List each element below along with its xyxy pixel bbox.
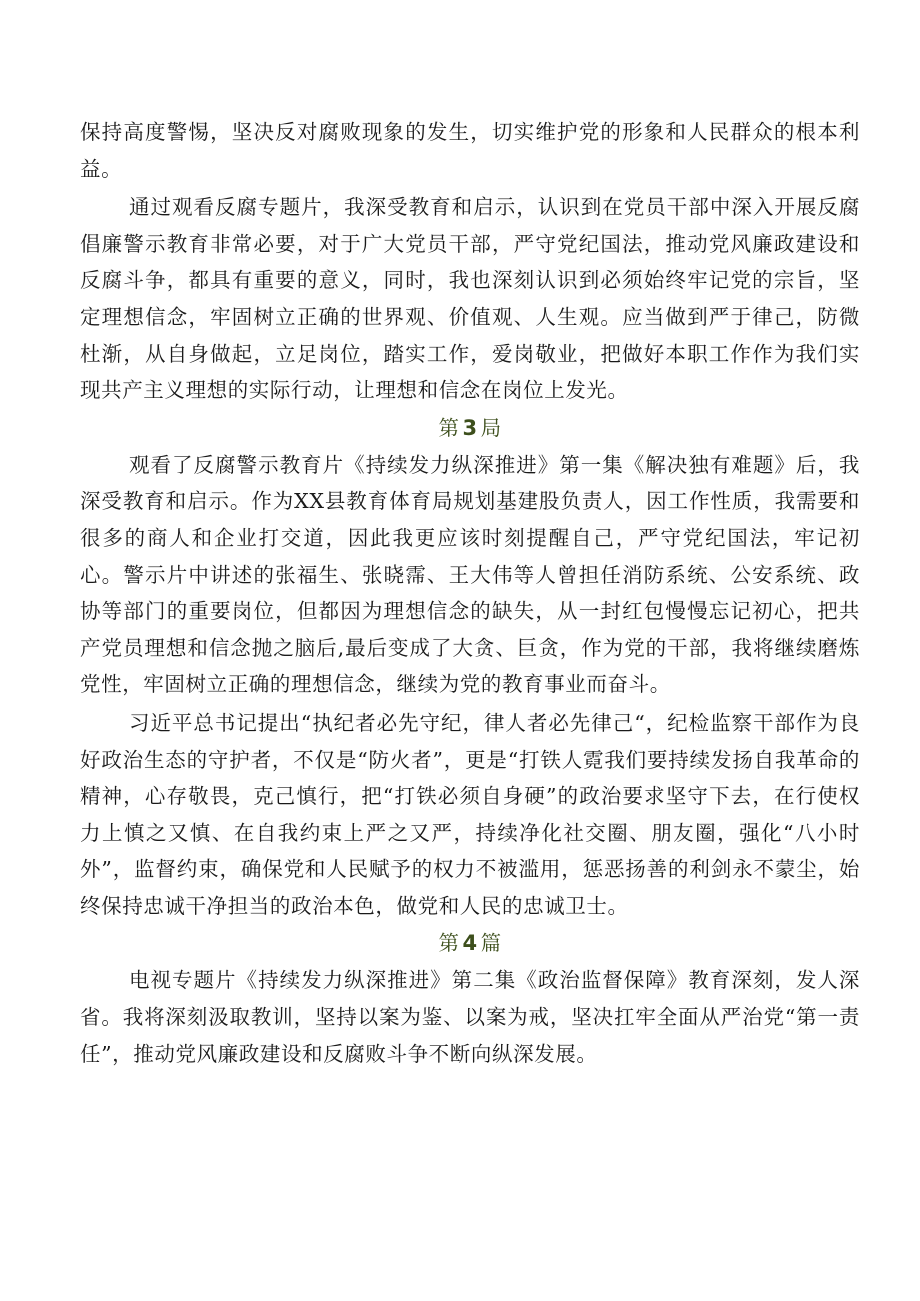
section-heading-3 <box>80 409 860 447</box>
paragraph-5: 电视专题片《持续发力纵深推进》第二集《政治监督保障》教育深刻，发人深省。我将深刻汲取教训，坚持以案为鉴、以案为戒，坚决扛牢全面从严治党“第一责任”，推动党风廉政建设和反腐败斗争不断向纵深发展。 <box>80 968 860 1066</box>
heading-4-prefix: 第 <box>438 931 460 956</box>
heading-4-number: 4 <box>462 931 478 956</box>
heading-3-prefix: 第 <box>438 415 460 440</box>
section-heading-4 <box>80 924 860 962</box>
heading-3-suffix: 局 <box>480 415 502 440</box>
document-page <box>80 114 860 1072</box>
paragraph-4: 习近平总书记提出“执纪者必先守纪，律人者必先律己“，纪检监察干部作为良好政治生态的守护者，不仅是“防火者”，更是“打铁人霓我们要持续发扬自我革命的精神，心存敬畏，克己慎行，把“打铁必须自身硬”的政治要求坚守下去，在行使权力上慎之又慎、在自我约束上严之又严，持续净化社交圈、朋友圈，强化“八小时外”，监督约束，确保党和人民赋予的权力不被滥用，惩恶扬善的利剑永不蒙尘，始终保持忠诚干净担当的政治本色，做党和人民的忠诚卫士。 <box>80 710 860 918</box>
paragraph-1: 保持高度警惕，坚决反对腐败现象的发生，切实维护党的形象和人民群众的根本利益。 <box>80 120 860 181</box>
paragraph-3: 观看了反腐警示教育片《持续发力纵深推进》第一集《解决独有难题》后，我深受教育和启示。作为XX县教育体育局规划基建股负责人，因工作性质，我需要和很多的商人和企业打交道，因此我更应该时刻提醒自己，严守党纪国法，牢记初心。警示片中讲述的张福生、张晓霈、王大伟等人曾担任消防系统、公安系统、政协等部门的重要岗位，但都因为理想信念的缺失，从一封红包慢慢忘记初心，把共产党员理想和信念抛之脑后,最后变成了大贪、巨贪，作为党的干部，我将继续磨炼党性，牢固树立正确的理想信念，继续为党的教育事业而奋斗。 <box>80 452 860 697</box>
paragraph-2: 通过观看反腐专题片，我深受教育和启示，认识到在党员干部中深入开展反腐倡廉警示教育非常必要，对于广大党员干部，严守党纪国法，推动党风廉政建设和反腐斗争，都具有重要的意义，同时，我也深刻认识到必须始终牢记党的宗旨，坚定理想信念，牢固树立正确的世界观、价值观、人生观。应当做到严于律己，防微杜渐，从自身做起，立足岗位，踏实工作，爱岗敬业，把做好本职工作作为我们实现共产主义理想的实际行动，让理想和信念在岗位上发光。 <box>80 195 860 403</box>
heading-4-suffix: 篇 <box>480 931 502 956</box>
heading-3-number: 3 <box>462 415 478 440</box>
